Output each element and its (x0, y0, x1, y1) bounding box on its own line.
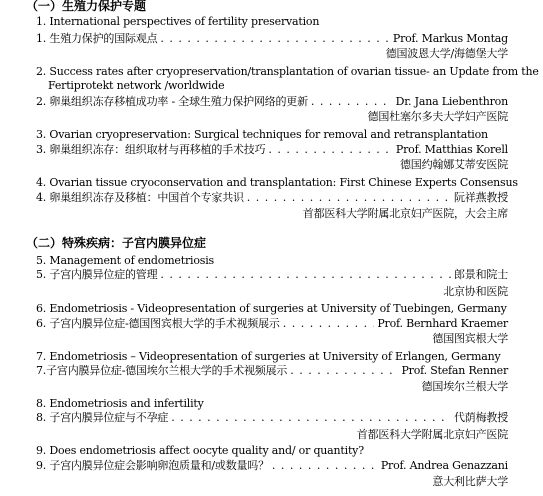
leader-dots (311, 95, 393, 108)
leader-dots (160, 32, 389, 45)
talk-1-chinese-title: 1. 生殖力保护的国际观点 (36, 32, 158, 45)
talk-3-chinese-title: 3. 卵巢组织冻存：组织取材与再移植的手术技巧 (36, 143, 266, 156)
talk-8-entry (36, 411, 508, 424)
talk-2-speaker: Dr. Jana Liebenthron (395, 95, 508, 108)
section-title-endometriosis: （二）特殊疾病：子宫内膜异位症 (26, 236, 207, 250)
talk-4-chinese-title: 4. 卵巢组织冻存及移植：中国首个专家共识 (36, 191, 244, 204)
talk-8-english-title: 8. Endometriosis and infertility (36, 397, 204, 410)
talk-4-english-title: 4. Ovarian tissue cryoconservation and transplantation: First Chinese Experts Consensus (36, 176, 518, 189)
talk-7-chinese-title: 7.子宫内膜异位症-德国埃尔兰根大学的手术视频展示 (36, 364, 288, 377)
talk-3-affiliation: 德国约翰娜艾蒂安医院 (400, 158, 508, 171)
leader-dots (290, 364, 398, 377)
talk-8-speaker: 代荫梅教授 (454, 411, 508, 424)
talk-2-entry (36, 95, 508, 108)
talk-6-english-title: 6. Endometriosis - Videopresentation of surgeries at University of Tuebingen, Germany (36, 302, 507, 315)
talk-7-affiliation: 德国埃尔兰根大学 (421, 380, 508, 393)
leader-dots (272, 459, 378, 472)
talk-7-english-title: 7. Endometriosis – Videopresentation of surgeries at University of Erlangen, Germany (36, 350, 501, 363)
leader-dots (247, 191, 451, 204)
talk-7-speaker: Prof. Stefan Renner (401, 364, 508, 377)
talk-8-affiliation: 首都医科大学附属北京妇产医院 (356, 428, 508, 441)
talk-6-chinese-title: 6. 子宫内膜异位症-德国图宾根大学的手术视频展示 (36, 317, 280, 330)
talk-1-affiliation: 德国波恩大学/海德堡大学 (385, 47, 508, 60)
talk-2-english-title-cont: Fertiprotekt network /worldwide (48, 79, 225, 92)
talk-9-english-title: 9. Does endometriosis affect oocyte quality and/ or quantity? (36, 444, 364, 457)
talk-6-entry (36, 317, 508, 330)
talk-6-speaker: Prof. Bernhard Kraemer (377, 317, 508, 330)
talk-4-entry (36, 191, 508, 204)
talk-9-speaker: Prof. Andrea Genazzani (380, 459, 508, 472)
talk-5-chinese-title: 5. 子宫内膜异位症的管理 (36, 268, 158, 281)
talk-9-entry (36, 459, 508, 472)
talk-3-entry (36, 143, 508, 156)
talk-4-speaker: 阮祥燕教授 (454, 191, 508, 204)
talk-7-entry (36, 364, 508, 377)
talk-1-english-title: 1. International perspectives of fertility preservation (36, 15, 320, 28)
talk-3-speaker: Prof. Matthias Korell (395, 143, 508, 156)
leader-dots (160, 268, 451, 281)
talk-4-affiliation: 首都医科大学附属北京妇产医院，大会主席 (302, 207, 508, 220)
leader-dots (171, 411, 451, 424)
talk-5-entry (36, 268, 508, 281)
talk-1-speaker: Prof. Markus Montag (392, 32, 508, 45)
leader-dots (283, 317, 375, 330)
talk-2-english-title: 2. Success rates after cryopreservation/transplantation of ovarian tissue- an Update from the (36, 65, 539, 78)
talk-9-chinese-title: 9. 子宫内膜异位症会影响卵泡质量和/或数量吗？ (36, 459, 269, 472)
talk-5-speaker: 郎景和院士 (454, 268, 508, 281)
talk-5-affiliation: 北京协和医院 (443, 285, 508, 298)
talk-5-english-title: 5. Management of endometriosis (36, 254, 214, 267)
talk-9-affiliation: 意大利比萨大学 (432, 475, 508, 488)
talk-8-chinese-title: 8. 子宫内膜异位症与不孕症 (36, 411, 169, 424)
talk-2-affiliation: 德国杜塞尔多夫大学妇产医院 (367, 110, 508, 123)
talk-3-english-title: 3. Ovarian cryopreservation: Surgical techniques for removal and retransplantation (36, 128, 488, 141)
leader-dots (268, 143, 393, 156)
talk-6-affiliation: 德国图宾根大学 (432, 332, 508, 345)
section-title-fertility-preservation: （一）生殖力保护专题 (26, 0, 147, 13)
talk-2-chinese-title: 2. 卵巢组织冻存移植成功率 - 全球生殖力保护网络的更新 (36, 95, 308, 108)
talk-1-entry (36, 32, 508, 45)
